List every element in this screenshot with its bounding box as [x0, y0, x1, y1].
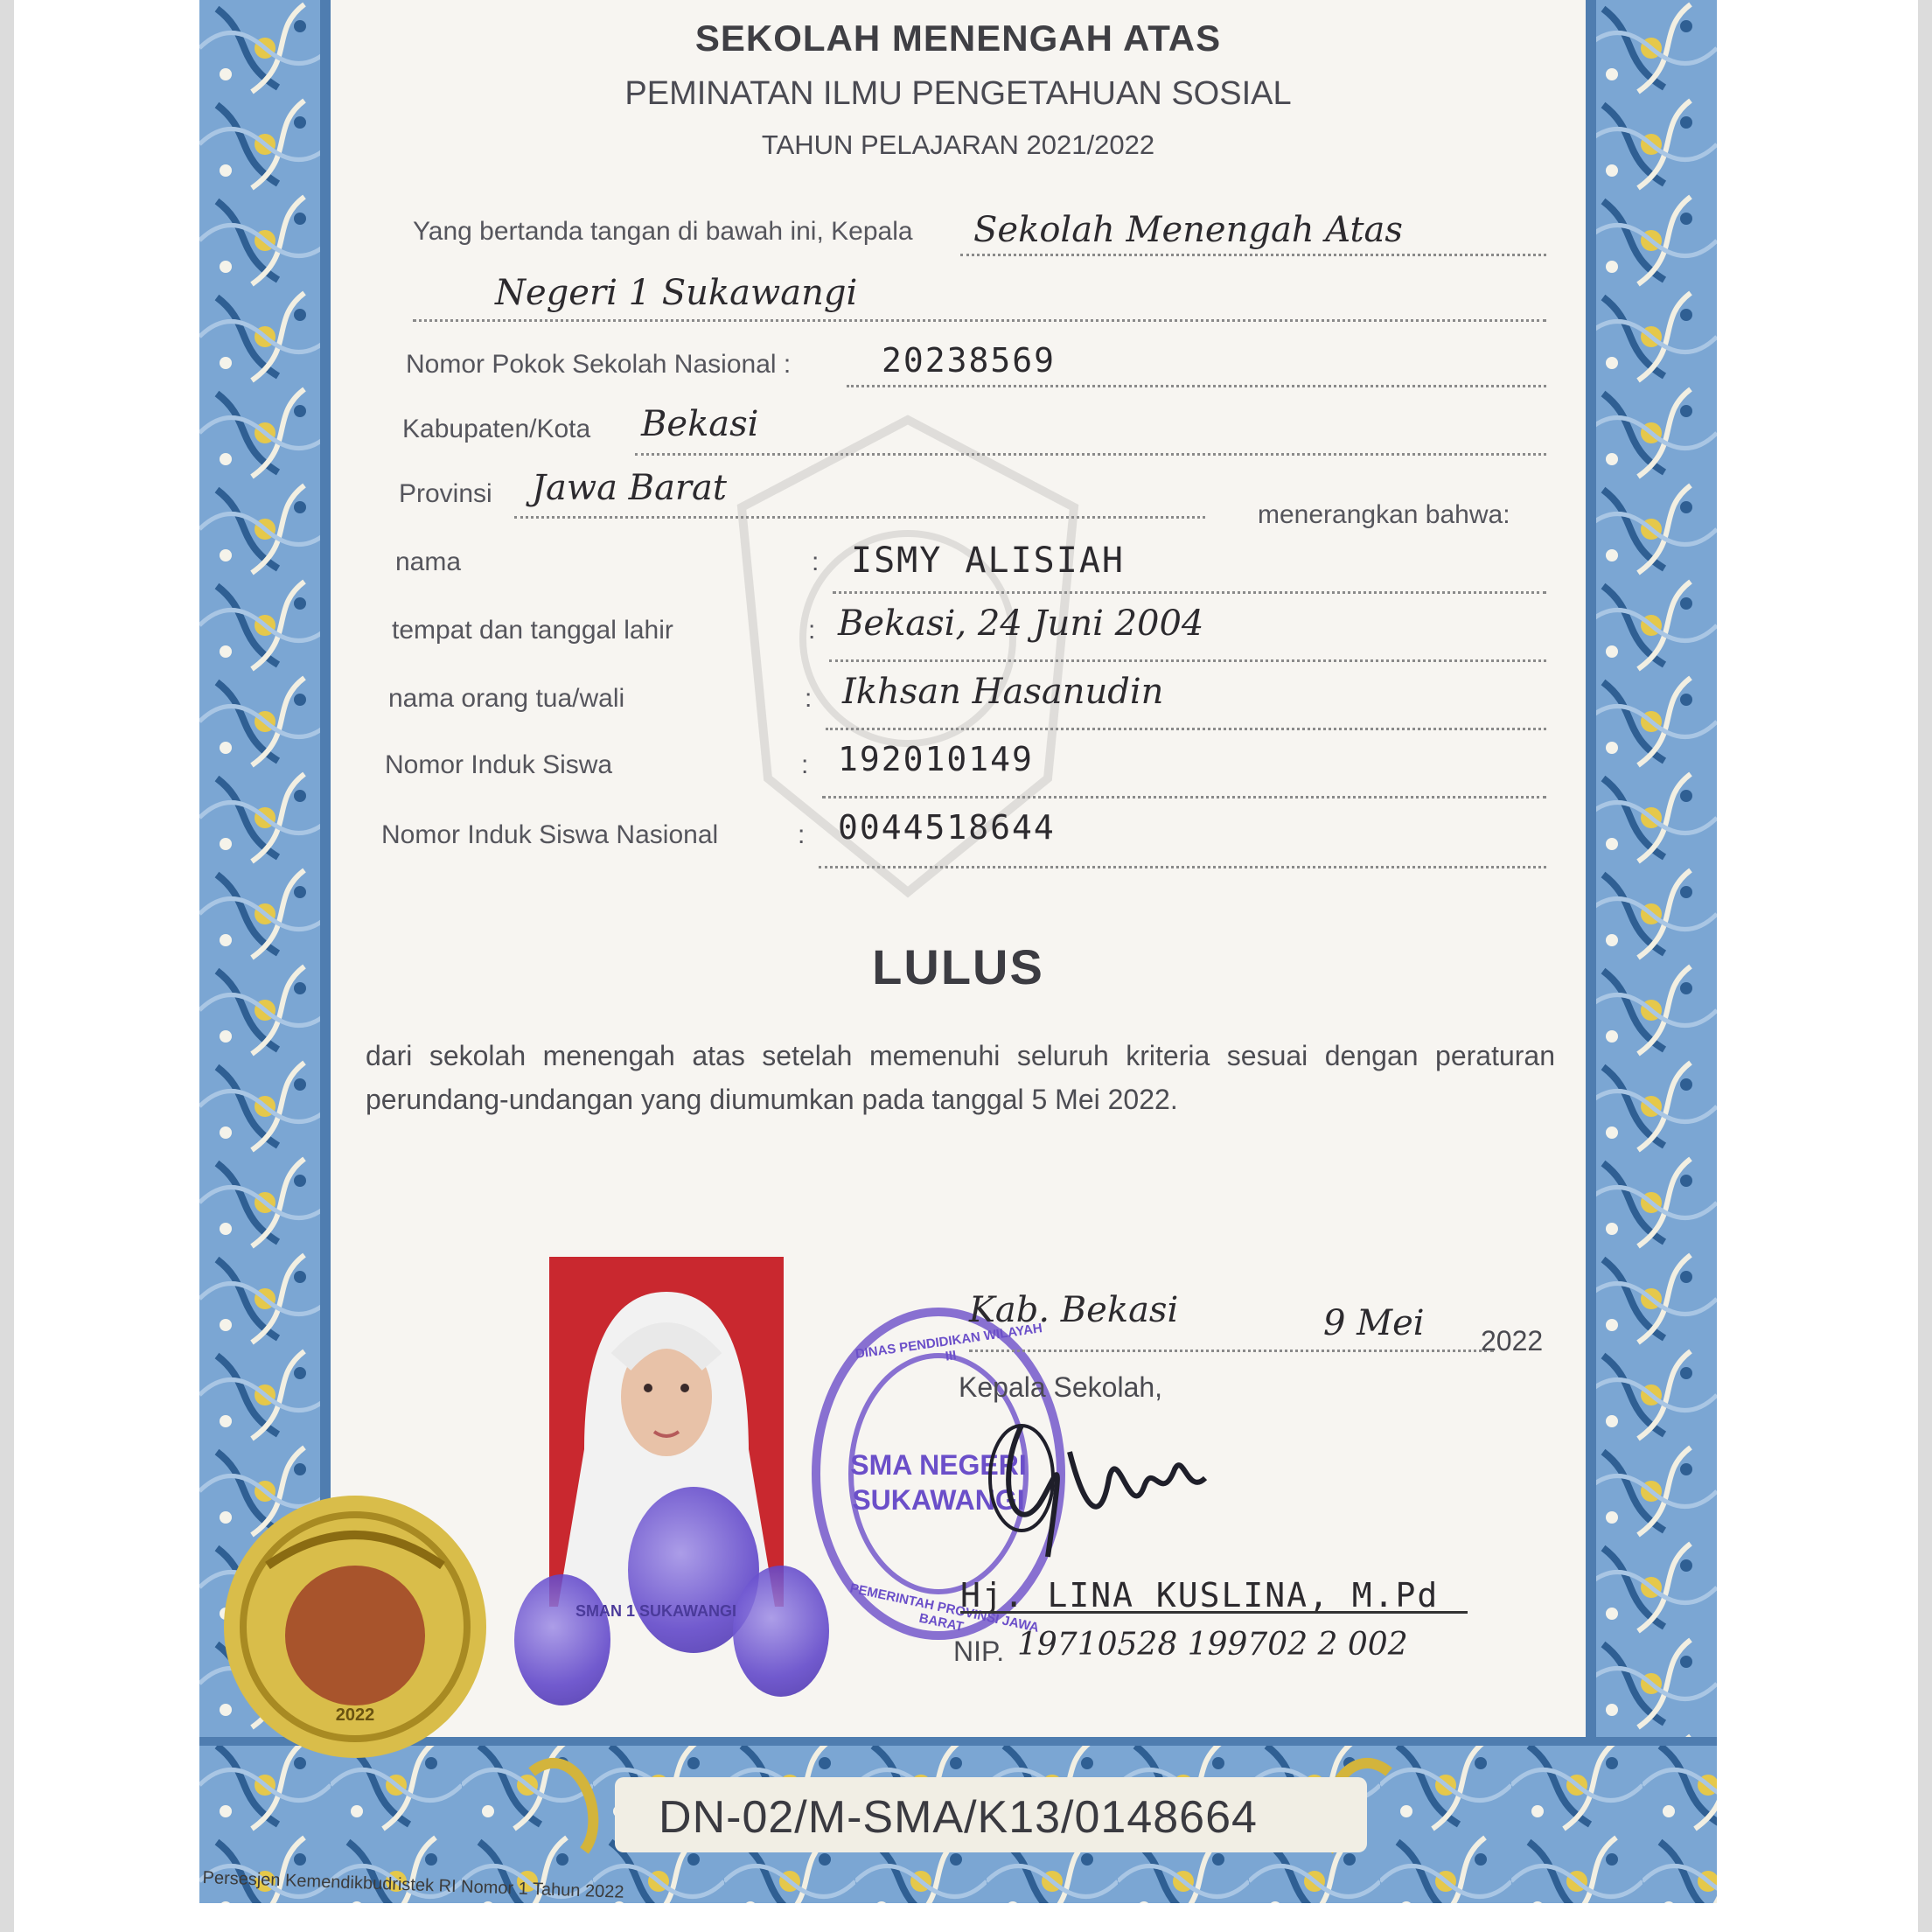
stamp-ring-bottom: PEMERINTAH PROVINSI JAWA BARAT: [848, 1580, 1041, 1636]
colon: :: [798, 820, 806, 849]
school-name-line2: Negeri 1 Sukawangi: [495, 273, 858, 313]
nisn-value: 0044518644: [838, 808, 1056, 847]
dotted-line: [829, 659, 1546, 662]
dotted-line: [514, 516, 1205, 519]
student-name-label: nama: [395, 548, 462, 576]
photo-caption: SMAN 1 SUKAWANGI: [575, 1602, 737, 1620]
stamp-line2: SUKAWANGI: [852, 1484, 1025, 1516]
specialization-title: PEMINATAN ILMU PENGETAHUAN SOSIAL: [624, 75, 1292, 112]
dotted-line: [826, 728, 1546, 730]
dotted-line: [635, 453, 1546, 456]
npsn-label: Nomor Pokok Sekolah Nasional :: [406, 350, 792, 379]
dotted-line: [819, 866, 1546, 868]
gold-seal: [215, 1487, 495, 1767]
right-frame: [1918, 0, 1932, 1932]
sign-year: 2022: [1481, 1325, 1544, 1357]
result-lulus: LULUS: [872, 939, 1044, 994]
sign-place: Kab. Bekasi: [969, 1290, 1179, 1330]
serial-number: DN-02/M-SMA/K13/0148664: [659, 1792, 1258, 1843]
seal-year: 2022: [335, 1705, 375, 1725]
dotted-line: [847, 385, 1546, 387]
regency-label: Kabupaten/Kota: [402, 415, 591, 443]
sign-date: 9 Mei: [1323, 1303, 1425, 1343]
npsn-value: 20238569: [882, 341, 1057, 380]
principal-title: Kepala Sekolah,: [959, 1371, 1163, 1403]
nip-value: 19710528 199702 2 002: [1017, 1627, 1408, 1663]
stamp-ring-top: DINAS PENDIDIKAN WILAYAH III: [854, 1321, 1043, 1364]
left-frame: [0, 0, 14, 1932]
school-name-line1: Sekolah Menengah Atas: [973, 210, 1403, 250]
certifies-text: menerangkan bahwa:: [1258, 500, 1510, 529]
regency-value: Bekasi: [641, 404, 759, 444]
nis-value: 192010149: [838, 740, 1034, 778]
colon: :: [808, 616, 816, 645]
dotted-line: [833, 591, 1546, 594]
name-underline: [960, 1611, 1468, 1614]
nisn-label: Nomor Induk Siswa Nasional: [381, 820, 719, 849]
colon: :: [812, 548, 820, 576]
province-value: Jawa Barat: [532, 468, 727, 508]
graduation-statement: dari sekolah menengah atas setelah memenuhi seluruh kriteria sesuai dengan peraturan perundang-undangan yang diumumkan pada tanggal 5 Mei 2022.: [366, 1040, 1555, 1115]
nip-label: NIP.: [953, 1636, 1005, 1667]
intro-label: Yang bertanda tangan di bawah ini, Kepala: [413, 217, 913, 246]
dotted-line: [969, 1350, 1494, 1352]
colon: :: [801, 750, 809, 779]
school-type-title: SEKOLAH MENENGAH ATAS: [694, 17, 1222, 59]
academic-year: TAHUN PELAJARAN 2021/2022: [761, 129, 1155, 160]
dotted-line: [822, 796, 1546, 799]
student-name-value: ISMY ALISIAH: [851, 541, 1125, 581]
legal-footer: Persesjen Kemendikbudristek RI Nomor 1 Tahun 2022: [202, 1868, 624, 1902]
province-label: Provinsi: [399, 479, 492, 508]
dotted-line: [413, 319, 1546, 322]
stamp-line1: SMA NEGERI: [850, 1449, 1027, 1481]
dotted-line: [960, 254, 1546, 256]
principal-name: Hj. LINA KUSLINA, M.Pd: [960, 1576, 1440, 1615]
birth-label: tempat dan tanggal lahir: [392, 616, 673, 645]
nis-label: Nomor Induk Siswa: [385, 750, 613, 779]
certificate-page: [199, 0, 1717, 1903]
parent-value: Ikhsan Hasanudin: [842, 672, 1164, 712]
thumbprint: [514, 1574, 610, 1705]
birth-value: Bekasi, 24 Juni 2004: [838, 603, 1204, 644]
colon: :: [805, 684, 813, 713]
principal-signature: [987, 1399, 1231, 1574]
parent-label: nama orang tua/wali: [388, 684, 625, 713]
